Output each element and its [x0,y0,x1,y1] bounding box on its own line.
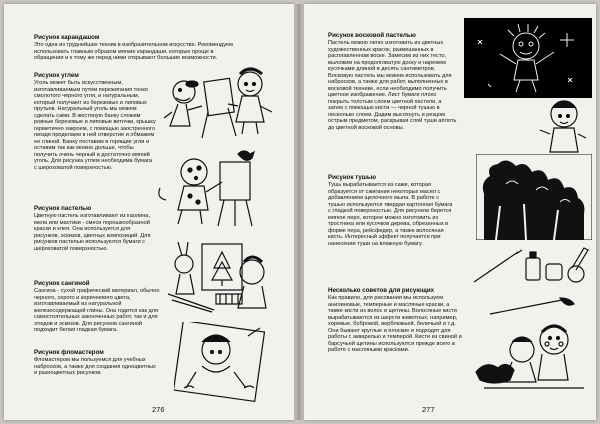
ink-bottles-illustration [466,238,592,288]
section-pencil [34,34,234,62]
section-ink [328,174,456,247]
section-title: Рисунок восковой пастелью [328,32,416,39]
pastel-artists-illustration [164,234,274,314]
page-number: 277 [422,405,435,414]
section-wax-pastel [328,32,458,131]
book-gutter [294,4,304,420]
section-sanguine [34,280,166,334]
section-title: Рисунок фломастером [34,349,104,356]
section-text: Уголь может быть искусственным, изготавливаемым путем пережигания тонко смолотого черного угля, и натуральным, который получают из березовых и липовых прутьев. Натуральный уголь мы можем сделать сами. В жестяную банку сложим ровные березовые и липовые веточки, крышку герметично закроем, с помощью заостренного гвоздя проделаем в ней отверстие и обмажем ее глиной. Банку поставим в горящие угли и оставим так как можно дольше, чтобы получить очень черный и достаточно мягкий уголь. Для рисунка углем необходима бумага с шероховатой поверхностью. [34,80,156,171]
scratch-child-drawing [464,18,592,98]
section-marker [34,349,159,377]
section-charcoal [34,72,156,171]
right-page [304,4,596,420]
section-tips [328,287,464,354]
boy-with-pencil-illustration [536,96,592,158]
section-text: Сангина - сухой графический материал, обычно черного, серого и коричневого цвета, изготавливаемый из натуральной железосодержащей глины. Она годится как для самостоятельных законченных работ, так и для этюдов и эскизов. Для рисунков сангиной подходит белая гладкая бумага. [34,288,160,333]
section-title: Рисунок углем [34,72,79,79]
section-text: Как правило, для рисования мы используем анилиновые, темперные и масляные краски, а также кисти из волос и щетины. Волосяные кисти вырабатываются из шерсти животных, например, хоревые, бобровой, верблюжьей, беличьей и т.д. Они бывают круглые и плоские и подходят для работы с акварелью и темперой. Кисти из свиной и барсучьей щетины используются прежде всего в работе с масляными красками. [328,295,462,353]
section-title: Рисунок тушью [328,174,377,181]
section-text: Пастель можно легко изготовить из цветных художественных красок, размешанных в расплавленном воске. Замесим из них тесто, выложим на продолговатую доску и нарежем кусочками длиной в десять сантиметров. Восковую пастель мы можем использовать для набросков, а также для работ, выполненных в восковой технике, если необходимо получить цветное изображение. Лист бумаги плохо покрыть толстым слоем цветной пастели, а затем с помощью кисти — черной тушью в несколько слоев. Дадим высохнуть и резцом острым предметом, раскрывая слой туши аплоть до цветной восковой основы. [328,40,457,131]
ink-landscape-illustration [476,154,592,240]
left-page [4,4,294,420]
section-title: Рисунок карандашом [34,34,100,41]
section-text: Фломастером мы пользуемся для учебных набросков, а также для создания одноцветных и разноцветных рисунков. [34,357,156,376]
easel-painter-illustration [154,148,269,228]
section-text: Тушь вырабатывается из сажи, которая образуется от сжигания некоторых масел с добавлением щелочного мыла. В работе с тушью используются твердая картонная бумага с гладкой поверхностью. Для рисунков берется мягкое перо, которое можно изготовить из тростника или кусочков дерева, обрезанных в форме пера, рейсфедер, а также волосяная кисть. Интересный эффект получается при нанесении туши на влажную бумагу. [328,182,453,247]
wax-scratch-panel [464,18,592,98]
section-text: Это одна из труднейших техник в изобразительном искусстве. Рекомендуем использовать главным образом мягкие карандаши, которые проще в обращении и к тому же перед ними открывают большие возможности. [34,42,233,61]
section-title: Рисунок сангиной [34,280,90,287]
children-drawing-illustration [162,62,277,140]
section-title: Несколько советов для рисующих [328,287,435,294]
page-number: 276 [152,405,165,414]
section-text: Цветную пастель изготавливают из каолина, мела или мастики - смеси порошкообразной краски и клея. Она используется для рисунков, эскизов, цветных композиций. Для рисунков пастелью используются бумаги с шероховатой поверхностью. [34,213,151,252]
children-painting-illustration [472,292,592,396]
marker-drawing-illustration [174,322,274,402]
section-title: Рисунок пастелью [34,205,92,212]
section-pastel [34,205,156,252]
